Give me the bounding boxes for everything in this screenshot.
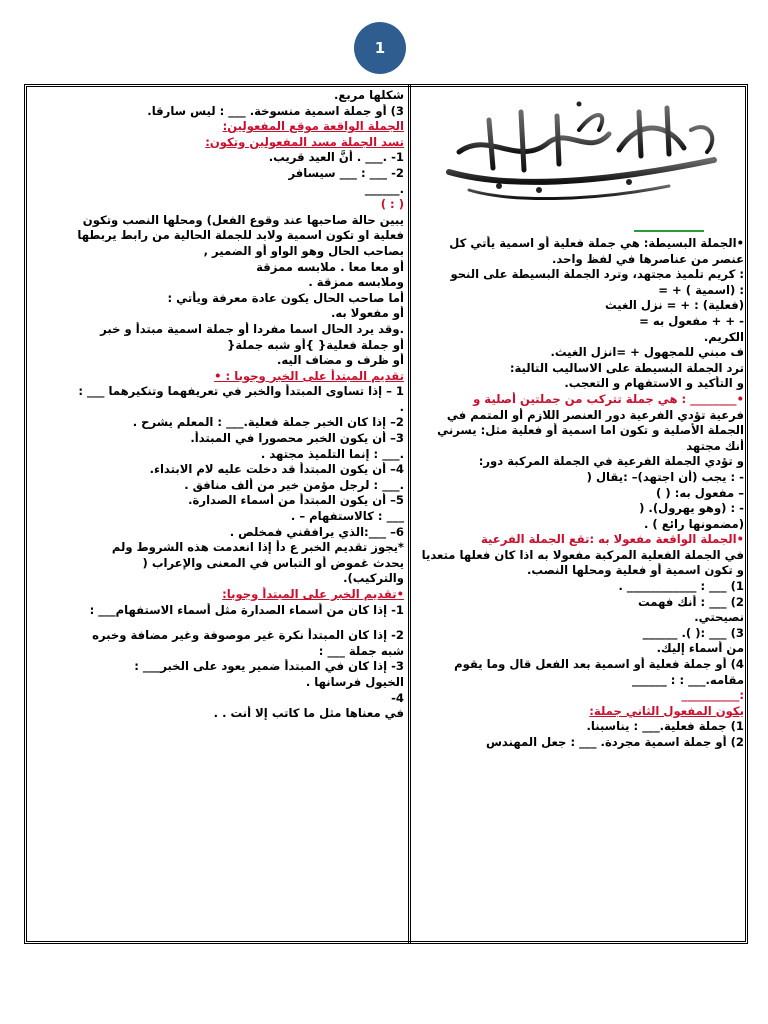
l-line-13: وملابسه ممزقة . [308, 275, 404, 290]
column-divider [408, 84, 411, 944]
basmala-calligraphy-logo [429, 90, 729, 210]
l-line-22: 2– إذا كان الخبر جملة فعلية.___ : المعلم يشرح . [132, 415, 404, 430]
l-line-2: 3) أو جملة اسمية منسوخة. ___ : ليس سارقا. [147, 103, 404, 118]
l-line-15: أو مفعولا به. [330, 306, 404, 321]
r-heading-object-clause: •الجملة الواقعة مفعولا به :تقع الجملة الفرعية [481, 532, 744, 547]
l-line-6: 2- ___ : ___ سيسافر [288, 165, 404, 180]
l-line-5: 1- .___ . أنَّ العيد قريب. [268, 150, 404, 165]
l-line-26: .___ : لرجل مؤمن خير من ألف منافق . [184, 477, 404, 492]
l-line-20: 1 – إذا تساوى المبتدأ والخبر في تعريفهما وتنكيرهما ___ : [78, 384, 404, 399]
l-heading-mubtada-first: تقديم المبتدأ على الخبر وجوبا : • [214, 368, 404, 383]
l-line-28: ___ : كالاستفهام – . [290, 509, 404, 524]
r-line-29: مقامه.___ : : ______ [631, 672, 744, 687]
r-line-25: نصيحتي. [694, 610, 744, 625]
right-column [414, 88, 744, 940]
r-line-9: ترد الجملة البسيطة على الاساليب التالية: [509, 360, 744, 375]
l-line-21: . [399, 399, 404, 414]
r-line-33: 2) أو جملة اسمية مجردة. ___ : جعل المهندس [485, 735, 744, 749]
l-line-38: 3- إذا كان في المبتدأ ضمير يعود على الخبر___ : [134, 659, 404, 674]
r-line-28: 4) أو جملة فعلية أو اسمية بعد الفعل قال وما يقوم [454, 657, 744, 672]
r-line-5: (فعلية) : + = نزل الغيث [605, 298, 744, 313]
r-line-10: و التأكيد و الاستفهام و التعجب. [564, 376, 744, 391]
page-number-badge: 1 [354, 22, 406, 74]
l-line-40: 4- [391, 690, 404, 705]
l-line-4: تسد الجملة مسد المفعولين وتكون: [205, 134, 404, 149]
l-line-27: 5– أن يكون المبتدأ من أسماء الصدارة. [188, 493, 404, 508]
l-line-11: بصاحب الحال وهو الواو أو الضمير , [203, 243, 404, 258]
r-line-8: ف مبني للمجهول + =انزل الغيث. [550, 345, 744, 360]
r-line-27: من أسماء إليك. [656, 641, 744, 656]
l-line-30: *يجوز تقديم الخبر ع دأ إذا انعدمت هذه الشروط ولم [111, 540, 404, 555]
r-line-18: - : (وهو يهرول). ( [639, 501, 744, 516]
l-line-32: والتركيب). [343, 571, 404, 586]
l-line-31: يحدث غموض أو التباس في المعنى والإعراب ( [142, 555, 404, 570]
l-line-34: 1- إذا كان من أسماء الصدارة مثل أسماء الاستفهام___ : [89, 602, 404, 617]
r-heading-second-object: يكون المفعول الثاني جملة: [589, 703, 744, 718]
l-spacer [30, 618, 404, 628]
r-line-19: (مضمونها رائع ) . [643, 516, 744, 531]
r-line-2: عنصر من عناصرها في لفظ واحد. [552, 251, 744, 266]
l-line-16: .وقد يرد الحال اسما مفردا أو جملة اسمية مبتدأ و خبر [100, 321, 404, 336]
r-line-14: أنك مجتهد [686, 438, 744, 453]
l-line-41: في معناها مثل ما كاتب إلا أنت . . [213, 706, 404, 721]
l-line-1: شكلها مربع. [334, 88, 404, 102]
l-line-23: 3– أن يكون الخبر محصورا في المبتدأ. [190, 431, 404, 446]
r-heading-compound: •________ : هي جملة تتركب من جملتين أصلية و [473, 391, 744, 406]
r-line-30: :__________ [681, 688, 744, 703]
l-line-18: أو ظرف و مضاف اليه. [276, 353, 404, 368]
r-line-23: 1) ___ : ____________ . [618, 579, 744, 594]
l-line-12: أو معا معا . ملابسه ممزقة [256, 259, 404, 274]
r-line-26: 3) ___ :( ). ______ [642, 625, 744, 640]
r-line-7: الكريم. [703, 329, 744, 344]
l-line-17: أو جملة فعلية{ }أو شبه جملة{ [227, 337, 404, 352]
l-line-29: 6– ___:الذي يرافقني فمخلص . [229, 524, 404, 539]
l-line-24: .___ : إنما التلميذ مجتهد . [260, 446, 404, 461]
r-line-17: – مفعول به: ( ) [656, 485, 744, 500]
r-line-12: فرعية تؤدي الفرعية دور العنصر اللازم أو المتمم في [446, 407, 744, 422]
r-line-32: 1) جملة فعلية.___ : يناسبنا. [586, 719, 744, 734]
r-line-4: : (اسمية ) + = [658, 282, 744, 297]
l-line-39: الخيول فرسانها . [305, 674, 404, 689]
left-column [30, 88, 404, 940]
r-line-13: الجملة الأصلية و تكون اما اسمية أو فعلية مثل: يسرني [437, 423, 744, 438]
l-line-36: 2- إذا كان المبتدأ نكرة غير موصوفة وغير مضافة وخبره [92, 628, 404, 643]
r-line-24: 2) ___ : أنك فهمت [638, 594, 744, 609]
l-line-7: .______ [364, 181, 404, 196]
l-line-14: أما صاحب الحال يكون عادة معرفة ويأتي : [167, 290, 404, 305]
l-line-25: 4– أن يكون المبتدأ قد دخلت عليه لام الابتداء. [149, 462, 404, 477]
l-line-10: فعلية او تكون اسمية ولابد للجملة الحالية من رابط يربطها [77, 228, 404, 243]
l-line-37: شبه جملة ___ : [318, 643, 404, 658]
l-heading-khabar-first: •تقديم الخبر على المبتدأ وجوبا: [222, 587, 404, 601]
r-line-21: في الجملة الفعلية المركبة مفعولا به اذا كان فعلها متعديا [421, 547, 744, 562]
l-heading-hal: ( : ) [380, 197, 404, 212]
r-line-6: - + + مفعول به = [639, 313, 744, 328]
r-line-3: : كريم تلميذ مجتهد، وترد الجملة البسيطة على النحو [450, 267, 744, 282]
r-line-1: •الجملة البسيطة: هي جملة فعلية أو اسمية يأتي كل [449, 236, 744, 250]
l-heading-two-objects: الجملة الواقعة موقع المفعولين: [222, 119, 404, 134]
r-line-22: و تكون اسمية أو فعلية ومحلها النصب. [526, 563, 744, 578]
r-line-15: و تؤدي الجملة الفرعية في الجملة المركبة دور: [478, 454, 744, 469]
l-line-9: يبين حالة صاحبها عند وقوع الفعل) ومحلها النصب وتكون [82, 212, 404, 227]
r-line-16: - : يجب (أن اجتهد)– :يقال ( [586, 469, 744, 484]
green-underline-accent [634, 230, 704, 232]
